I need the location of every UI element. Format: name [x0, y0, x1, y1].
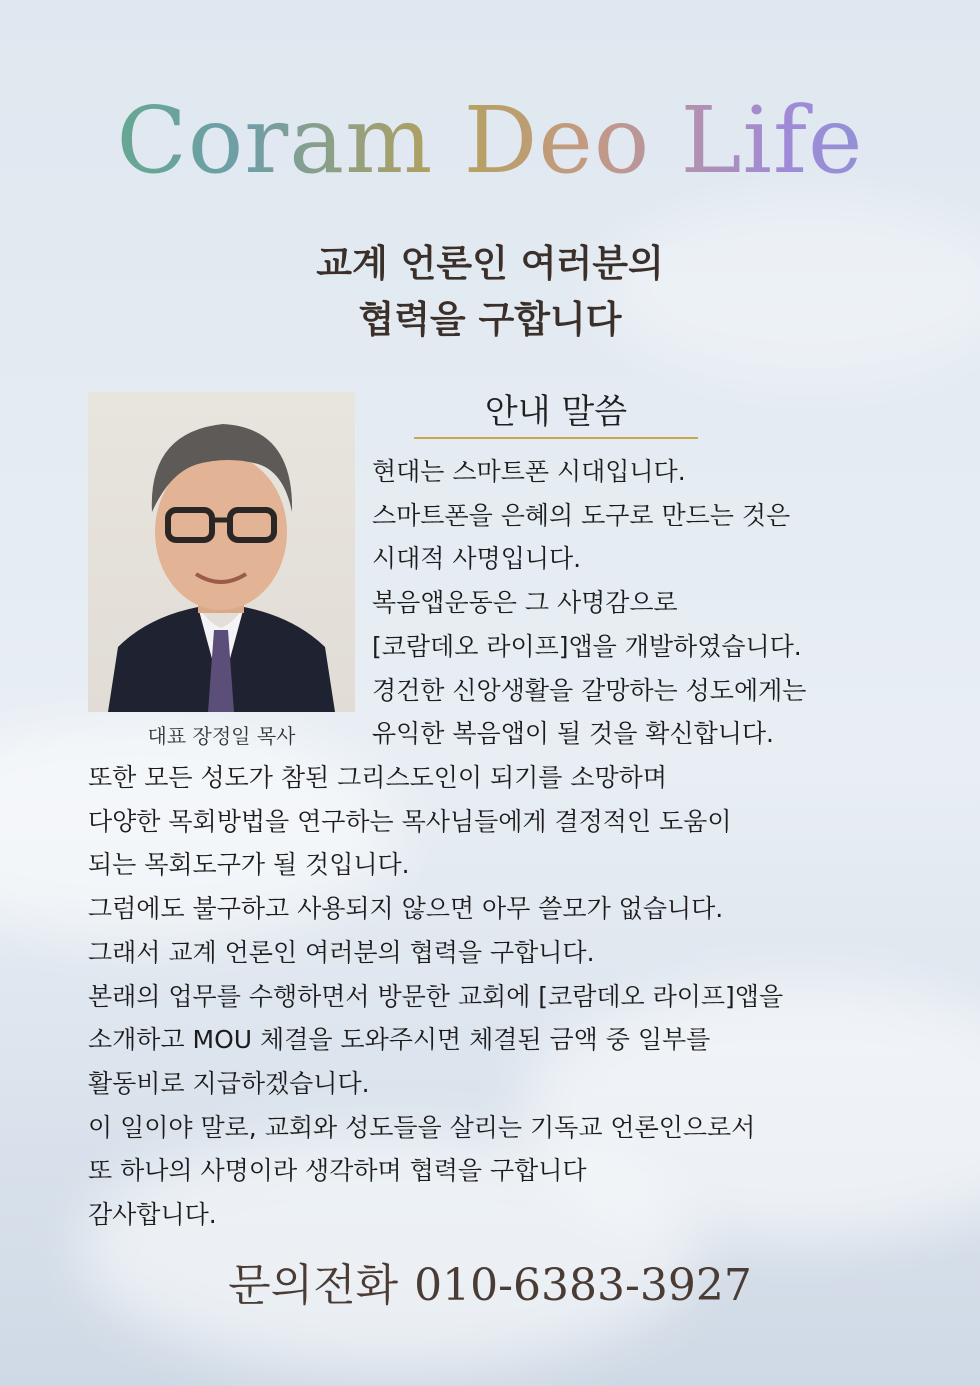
body-line: 시대적 사명입니다. — [372, 544, 582, 574]
representative-photo — [88, 392, 355, 712]
body-line: 그래서 교계 언론인 여러분의 협력을 구합니다. — [88, 937, 595, 967]
contact-label: 문의전화 — [228, 1260, 399, 1311]
body-line: 되는 목회도구가 될 것입니다. — [88, 850, 410, 880]
contact-phone — [0, 1254, 980, 1318]
body-line: 소개하고 MOU 체결을 도와주시면 체결된 금액 중 일부를 — [88, 1025, 711, 1055]
headline — [0, 236, 980, 348]
body-line: 활동비로 지급하겠습니다. — [88, 1068, 370, 1098]
portrait-illustration — [88, 392, 355, 712]
body-line: 이 일이야 말로, 교회와 성도들을 살리는 기독교 언론인으로서 — [88, 1112, 756, 1142]
section-title: 안내 말씀 — [484, 392, 628, 432]
body-text-right — [372, 450, 806, 756]
body-line: 유익한 복음앱이 될 것을 확신합니다. — [372, 719, 774, 749]
body-line: 다양한 목회방법을 연구하는 목사님들에게 결정적인 도움이 — [88, 806, 732, 836]
body-line: 본래의 업무를 수행하면서 방문한 교회에 [코람데오 라이프]앱을 — [88, 981, 784, 1011]
phone-number: 010-6383-3927 — [414, 1260, 752, 1311]
headline-line-1: 교계 언론인 여러분의 — [316, 242, 664, 285]
photo-caption: 대표 장정일 목사 — [147, 724, 296, 748]
body-line: 감사합니다. — [88, 1200, 217, 1230]
app-title: Coram Deo Life — [0, 86, 980, 196]
body-line: 복음앱운동은 그 사명감으로 — [372, 588, 678, 618]
body-line: 현대는 스마트폰 시대입니다. — [372, 457, 686, 486]
body-line: 스마트폰을 은혜의 도구로 만드는 것은 — [372, 500, 791, 530]
body-line: 또한 모든 성도가 참된 그리스도인이 되기를 소망하며 — [88, 763, 667, 792]
body-line: 그럼에도 불구하고 사용되지 않으면 아무 쓸모가 없습니다. — [88, 894, 724, 924]
body-text-full — [88, 756, 783, 1237]
body-line: 또 하나의 사명이라 생각하며 협력을 구합니다 — [88, 1156, 587, 1186]
body-line: 경건한 신앙생활을 갈망하는 성도에게는 — [372, 675, 807, 705]
section-divider — [414, 437, 698, 439]
body-line: [코람데오 라이프]앱을 개발하였습니다. — [372, 631, 802, 661]
headline-line-2: 협력을 구합니다 — [358, 298, 622, 341]
